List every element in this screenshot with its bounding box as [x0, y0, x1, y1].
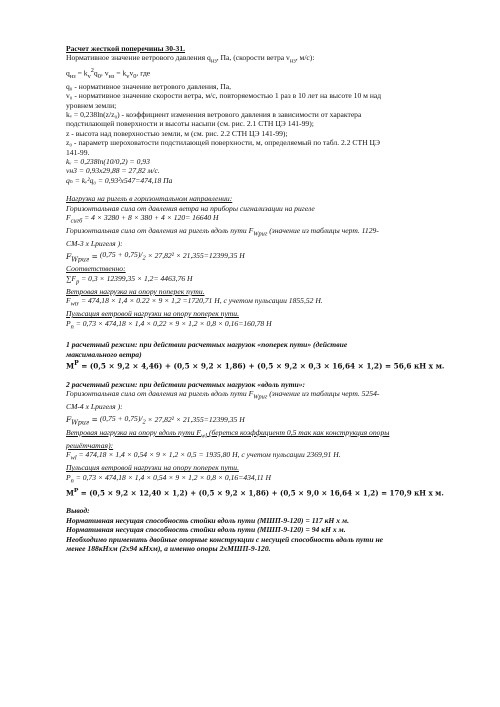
conclusion-2: Нормативная несущая способность стойки вдоль пути (МШП-9-120) = 94 кН х м.	[66, 525, 346, 535]
formula-pn2: $P_n = 0,73 \times 474,18 \times 1,4 \times 0,54 \times 9 \times 1,2 \times 0,8 \times 0,16=434,11$ Н	[66, 472, 272, 485]
heading-wind-along: Ветровая нагрузка на опору вдоль пути $F_{wl}$ (берется коэффициент 0,5 так как конструкция опоры	[66, 427, 390, 440]
def-kva: kᵥ = 0,238ln(z/z₀) - коэффициент изменения ветрового давления в зависимости от характера	[66, 110, 362, 119]
horizontal-force-along: Горизонтальная сила от давления на ригель вдоль пути $F_{Wриг}$ (значение из таблицы черт. 1129-	[66, 225, 379, 238]
def-z: z - высота над поверхностью земли, м (см. рис. 2.2 СТН ЦЭ 141-99);	[66, 128, 288, 138]
intro-text: Нормативное значение ветрового давления $q_{нз}$, Па, (скорости ветра $v_{нз}$, м/с):	[66, 53, 315, 65]
mode2-heading: 2 расчетный режим: при действии расчетных нагрузок «вдоль пути»:	[66, 380, 306, 390]
formula-m1: $M^P = (0,5 \times 9,2 \times 4,46) + (0,5 \times 9,2 \times 1,86) + (0,5 \times 9,2 \times 0,3 \times 16,64 \times 1,2) = 56,6$ кН х м.	[66, 360, 445, 371]
heading-wind-across: Ветровая нагрузка на опору поперек пути.	[66, 286, 205, 296]
heading-wind-along-2: решётчатая):	[66, 440, 114, 450]
horizontal-force-along-2: СМ-3 х Lригеля ):	[66, 238, 123, 248]
formula-fwtr: $F_{wtr} = 474,18 \times 1,4 \times 0.22 \times 9 \times 1,2 =1720,71$ Н, с учетом пульсации 1855,52 Н.	[66, 296, 323, 308]
formula-pn1: $P_n = 0,73 \times 474,18 \times 1,4 \times 0,22 \times 9 \times 1,2 \times 0,8 \times 0,16=160,78$ Н	[66, 318, 272, 331]
accordingly-label: Соответственно:	[66, 264, 126, 274]
heading-pulsation-2: Пульсация ветровой нагрузки на опору поперек пути.	[66, 463, 239, 473]
formula-fw1: $F_{Wриг} = (0,75 + 0,75)/_2 \times 27,82^2 \times 21,355=12399,35$ Н	[66, 250, 245, 264]
conclusion-1: Нормативная несущая способность стойки вдоль пути (МШП-9-120) = 117 кН х м.	[66, 515, 350, 525]
conclusion-4: менее 188кНхм (2х94 кНхм), а именно опоры 2хМШП-9-120.	[66, 543, 271, 553]
formula-fwl: $F_{wl} = 474,18 \times 1,4 \times 0,54 \times 9 \times 1,2 \times 0,5 = 1935,80$ Н, с учетом пульсации 2369,91 Н.	[66, 450, 341, 462]
formula-sum-fp: $\sum F_p = 0,3 \times 12399,35 \times 1,2= 4463,76$ Н	[66, 273, 193, 286]
def-z0b: 141-99.	[66, 147, 90, 157]
def-z0a: z₀ - параметр шероховатости подстилающей поверхности, м, определяемый по табл. 2.2 СТН ЦЭ	[66, 138, 380, 148]
formula-f-sig: $F_{сигб} = 4 \times 3280 + 8 \times 380 + 4 \times 120= 16640$ Н	[66, 213, 219, 225]
heading-pulsation-1: Пульсация ветровой нагрузки на опору поперек пути.	[66, 309, 239, 319]
horizontal-force-desc: Горизонтальная сила от давления ветра на приборы сигнализации на ригеле	[66, 203, 315, 213]
mode1-heading-2: максимального ветра)	[66, 349, 142, 359]
page-title: Расчет жесткой поперечины 30-31.	[66, 44, 186, 53]
vn-calc: vн3 = 0,93x29,88 = 27,82 м/с.	[66, 166, 160, 176]
formula-fw2: $F_{Wриг} = (0,75 + 0,75)/_2 \times 27,82^2 \times 21,355=12399,35$ Н	[66, 413, 245, 427]
heading-horizontal-load: Нагрузка на ригель в горизонтальном направлении:	[66, 194, 233, 204]
mode2-force-desc: Горизонтальная сила от давления на ригель вдоль пути $F_{Wриг}$ (значение из таблицы черт. 5254-	[66, 389, 380, 401]
def-kvb: подстилающей поверхности и высоты насыпи (см. рис. 2.1 СТН ЦЭ 141-99);	[66, 119, 314, 129]
formula-qn: $q_{нз} = k_v^2q_0$, $v_{нз} = k_vv_0$, где	[66, 67, 151, 81]
formula-m2: $M^P = (0,5 \times 9,2 \times 12,40 \times 1,2) + (0,5 \times 9,2 \times 1,86) + (0,5 \times 9,0 \times 16,64 \times 1,2) = 170,9$ кН х м.	[66, 486, 444, 497]
conclusion-3: Необходимо применить двойные опорные конструкции с несущей способность вдоль пути не	[66, 534, 384, 544]
conclusion-heading: Вывод:	[66, 506, 90, 516]
def-q0: q₀ - нормативное значение ветрового давления, Па,	[66, 81, 232, 91]
kv-calc: kᵥ = 0,238ln(10/0,2) = 0,93	[66, 157, 150, 167]
mode1-heading: 1 расчетный режим: при действии расчетных нагрузок «поперек пути» (действие	[66, 340, 348, 350]
def-v0b: уровнем земли;	[66, 100, 117, 110]
mode2-force-desc-2: СМ-4 х Lригеля ):	[66, 402, 123, 412]
qn-calc: qₙ = kᵥ²q₀ = 0,93²x547=474,18 Па	[66, 175, 173, 185]
def-v0a: v₀ - нормативное значение скорости ветра, м/с, повторяемостью 1 раз в 10 лет на высоте 10 м над	[66, 91, 382, 101]
